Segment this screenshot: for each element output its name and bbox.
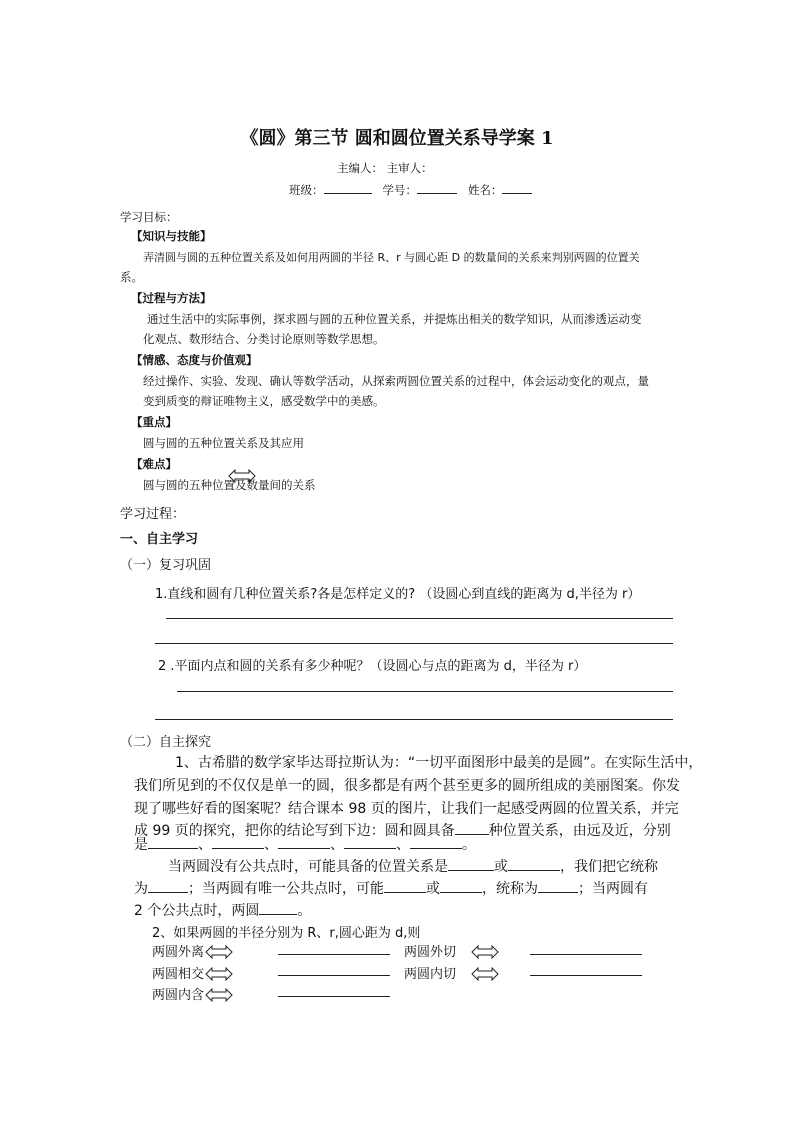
page-title: 《圆》第三节 圆和圆位置关系导学案 1 <box>240 128 554 149</box>
para2-text: ，我们把它统称 <box>560 859 658 875</box>
key-heading: 【重点】 <box>131 415 177 429</box>
para1-line1: 1、古希腊的数学家毕达哥拉斯认为：“一切平面图形中最美的是圆”。在实际生活中， <box>175 755 703 771</box>
para2-text: 为 <box>134 881 148 897</box>
knowledge-text-1: 弄清圆与圆的五种位置关系及如何用两圆的半径 R、r 与圆心距 D 的数量间的关系来判别两圆的位置关 <box>143 251 640 264</box>
separator: 、 <box>396 837 410 853</box>
para2-text: ；当两圆有唯一公共点时，可能 <box>188 881 384 897</box>
para2-line1 <box>168 856 658 876</box>
relation-intersect-blank[interactable] <box>278 975 390 976</box>
separator: 、 <box>264 837 278 853</box>
process-heading: 【过程与方法】 <box>131 291 212 305</box>
relation-blank-1[interactable] <box>148 836 198 849</box>
emotion-text-1: 经过操作、实验、发现、确认等数学活动，从探索两圆位置关系的过程中，体会运动变化的观点，量 <box>143 374 649 388</box>
para1-line4-start: 成 99 页的探究，把你的结论写到下边：圆和圆具备 <box>134 823 455 839</box>
one-common-blank-2[interactable] <box>440 880 482 893</box>
para2-text: ，统称为 <box>482 881 538 897</box>
relation-blank-5[interactable] <box>410 836 462 849</box>
key-text: 圆与圆的五种位置关系及其应用 <box>143 436 304 450</box>
process-text-2: 化观点、数形结合、分类讨论原则等数学思想。 <box>143 332 385 346</box>
one-common-collective-blank[interactable] <box>538 880 578 893</box>
number-field[interactable] <box>417 181 457 194</box>
number-label: 学号： <box>382 183 417 197</box>
para2-text: 2 个公共点时，两圆 <box>134 903 260 919</box>
relation-int-tangent <box>404 963 499 982</box>
knowledge-heading: 【知识与技能】 <box>131 229 212 243</box>
separator: 、 <box>330 837 344 853</box>
relation-blank-3[interactable] <box>278 836 330 849</box>
double-arrow-icon <box>205 967 233 981</box>
section-self-study: 一、自主学习 <box>120 532 199 547</box>
para3: 2、如果两圆的半径分别为 R、r,圆心距为 d,则 <box>152 926 421 941</box>
double-arrow-icon <box>228 468 256 482</box>
difficulty-heading: 【难点】 <box>131 457 177 471</box>
one-common-blank-1[interactable] <box>384 880 426 893</box>
relation-blank-2[interactable] <box>212 836 264 849</box>
relation-int-tangent-blank[interactable] <box>530 975 642 976</box>
answer-line-2a[interactable] <box>177 691 673 692</box>
separator: 、 <box>198 837 212 853</box>
double-arrow-icon <box>471 967 499 981</box>
relation-contain-blank[interactable] <box>278 996 390 997</box>
para1-line4-end: 种位置关系，由远及近，分别 <box>488 823 671 839</box>
or-text: 或 <box>426 881 440 897</box>
process-title: 学习过程： <box>120 507 186 522</box>
relation-outside <box>152 941 233 960</box>
editors-line: 主编人： 主审人： <box>337 161 433 175</box>
relation-ext-tangent <box>404 941 499 960</box>
goals-heading: 学习目标： <box>120 210 178 224</box>
two-common-blank[interactable] <box>259 902 297 915</box>
relation-outside-blank[interactable] <box>278 954 390 955</box>
para1-line5-start: 是 <box>134 837 148 853</box>
difficulty-text: 圆与圆的五种位置及数量间的关系 <box>143 478 316 492</box>
question-2: 2 .平面内点和圆的关系有多少种呢？（设圆心与点的距离为 d，半径为 r） <box>158 659 587 674</box>
relation-label: 两圆内切 <box>404 967 457 982</box>
relation-ext-tangent-blank[interactable] <box>530 954 642 955</box>
no-common-blank-2[interactable] <box>508 858 560 871</box>
relation-intersect <box>152 963 233 982</box>
para1-line3: 现了哪些好看的图案呢？结合课本 98 页的图片，让我们一起感受两圆的位置关系，并完 <box>134 801 679 817</box>
para2-text: ；当两圆有 <box>578 881 648 897</box>
class-label: 班级： <box>289 183 324 197</box>
double-arrow-icon <box>471 945 499 959</box>
class-field[interactable] <box>324 181 372 194</box>
relation-label: 两圆内含 <box>152 988 205 1003</box>
answer-line-2b[interactable] <box>155 719 673 720</box>
explore-heading: （二）自主探究 <box>120 735 212 750</box>
relation-label: 两圆相交 <box>152 967 205 982</box>
emotion-text-2: 变到质变的辩证唯物主义，感受数学中的美感。 <box>143 394 385 408</box>
review-heading: （一）复习巩固 <box>120 558 212 573</box>
double-arrow-icon <box>205 945 233 959</box>
para1-line2: 我们所见到的不仅仅是单一的圆，很多都是有两个甚至更多的圆所组成的美丽图案。你发 <box>134 778 680 794</box>
relation-contain <box>152 984 233 1003</box>
name-field[interactable] <box>502 181 532 194</box>
para2-text: 当两圆没有公共点时，可能具备的位置关系是 <box>168 859 448 875</box>
emotion-heading: 【情感、态度与价值观】 <box>131 353 258 367</box>
answer-line-1a[interactable] <box>166 618 673 619</box>
knowledge-text-2: 系。 <box>120 270 143 284</box>
name-label: 姓名： <box>467 183 503 197</box>
relation-label: 两圆外切 <box>404 945 457 960</box>
double-arrow-icon <box>205 988 233 1002</box>
no-common-blank-1[interactable] <box>448 858 494 871</box>
para1-line5 <box>134 834 476 854</box>
para2-line3 <box>134 900 311 920</box>
question-1: 1.直线和圆有几种位置关系?各是怎样定义的? （设圆心到直线的距离为 d,半径为 r） <box>155 587 641 602</box>
process-text-1: 通过生活中的实际事例，探求圆与圆的五种位置关系，并提炼出相关的数学知识，从而渗透运动变 <box>147 312 642 326</box>
para2-line2 <box>134 878 648 898</box>
relation-label: 两圆外离 <box>152 945 205 960</box>
student-info <box>289 181 532 198</box>
no-common-collective-blank[interactable] <box>148 880 188 893</box>
relation-blank-4[interactable] <box>344 836 396 849</box>
answer-line-1b[interactable] <box>155 643 673 644</box>
separator: 。 <box>462 837 476 853</box>
separator: 。 <box>297 903 312 919</box>
or-text: 或 <box>494 859 508 875</box>
